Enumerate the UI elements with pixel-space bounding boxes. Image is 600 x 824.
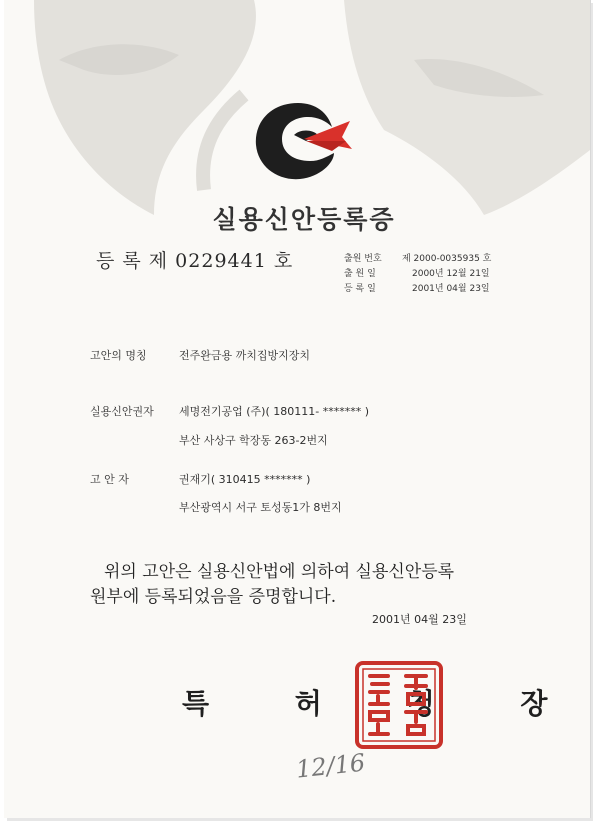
name-value: 전주완금용 까치집방지장치 — [179, 349, 311, 362]
certificate-title: 실용신안등록증 — [212, 205, 396, 234]
registration-number: 등 록 제 0229441 호 — [96, 250, 294, 272]
inventor-value: 권재기( 310415 ******* ) — [179, 473, 311, 486]
inventor-label: 고 안 자 — [90, 473, 129, 486]
government-emblem — [250, 95, 358, 185]
handwritten-note: 12/16 — [294, 748, 367, 784]
issue-date: 2001년 04월 23일 — [372, 613, 467, 626]
certificate-paper — [4, 0, 590, 818]
application-number-label: 출원 번호 — [344, 254, 382, 264]
certification-line-2: 원부에 등록되었음을 증명합니다. — [90, 587, 337, 607]
application-date-value: 2000년 12월 21일 — [412, 269, 490, 279]
application-date-label: 출 원 일 — [344, 269, 376, 279]
holder-address: 부산 사상구 학장동 263-2번지 — [179, 434, 328, 447]
holder-value: 세명전기공업 (주)( 180111- ******* ) — [179, 405, 369, 418]
application-number-value: 제 2000-0035935 호 — [402, 254, 492, 264]
certification-line-1: 위의 고안은 실용신안법에 의하여 실용신안등록 — [104, 562, 455, 582]
registration-date-label: 등 록 일 — [344, 284, 376, 294]
registration-date-value: 2001년 04월 23일 — [412, 284, 490, 294]
inventor-address: 부산광역시 서구 토성동1가 8번지 — [179, 501, 342, 514]
name-label: 고안의 명칭 — [90, 349, 147, 362]
office-name: 특 허 청 장 — [182, 687, 586, 720]
holder-label: 실용신안권자 — [90, 405, 154, 418]
official-seal — [354, 660, 444, 750]
